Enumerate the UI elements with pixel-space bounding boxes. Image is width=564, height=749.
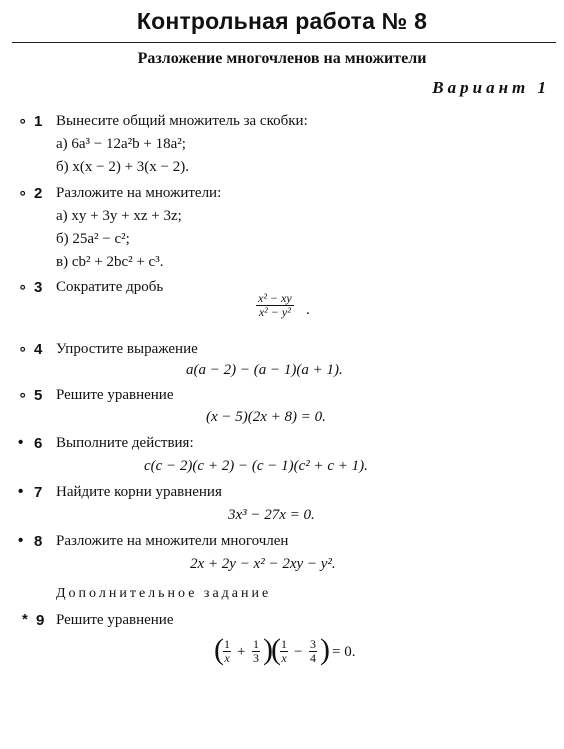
fraction-1: 1 x: [224, 637, 230, 665]
fraction-3: 1 x: [281, 637, 287, 665]
page-subtitle: Разложение многочленов на множители: [137, 50, 427, 67]
task-1-text: Вынесите общий множитель за скобки:: [56, 113, 308, 129]
task-4-marker: ∘: [18, 341, 28, 358]
task-8-expression: 2x + 2y − x² − 2xy − y².: [190, 556, 336, 572]
task-9-number: 9: [36, 612, 45, 629]
task-4-text: Упростите выражение: [56, 341, 198, 357]
task-5-expression: (x − 5)(2x + 8) = 0.: [206, 409, 326, 425]
task-6-marker: •: [18, 434, 24, 451]
task-6-expression: c(c − 2)(c + 2) − (c − 1)(c² + c + 1).: [144, 458, 368, 474]
task-3-number: 3: [34, 279, 43, 296]
plus-sign: +: [237, 644, 246, 660]
task-7-number: 7: [34, 484, 43, 501]
task-2-text: Разложите на множители:: [56, 185, 222, 201]
task-1-marker: ∘: [18, 113, 28, 130]
right-paren-1: ): [263, 633, 273, 666]
task-7-marker: •: [18, 483, 24, 500]
equals-zero: = 0.: [332, 644, 356, 660]
task-5-text: Решите уравнение: [56, 387, 174, 403]
task-9-marker: *: [22, 611, 28, 628]
task-7-expression: 3x³ − 27x = 0.: [228, 507, 315, 523]
task-3-fraction: [256, 292, 294, 319]
task-8-text: Разложите на множители многочлен: [56, 533, 289, 549]
task-2-item-a: а) xy + 3y + xz + 3z;: [56, 208, 182, 224]
task-6-text: Выполните действия:: [56, 435, 194, 451]
fraction-tail: .: [306, 302, 310, 318]
extra-task-heading: Дополнительное задание: [56, 586, 272, 601]
task-1-item-b: б) x(x − 2) + 3(x − 2).: [56, 159, 189, 175]
fraction-4: 3 4: [310, 637, 316, 665]
page-title: Контрольная работа № 8: [136, 8, 428, 34]
right-paren-2: ): [320, 633, 330, 666]
task-9-text: Решите уравнение: [56, 612, 174, 628]
task-2-item-c: в) cb² + 2bc² + c³.: [56, 254, 164, 270]
fraction-numerator: x² − xy: [258, 291, 292, 305]
variant-label: Вариант 1: [432, 78, 550, 97]
task-2-marker: ∘: [18, 185, 28, 202]
task-3-text: Сократите дробь: [56, 279, 164, 295]
task-8-number: 8: [34, 533, 43, 550]
fraction-denominator: x² − y²: [258, 305, 291, 319]
task-7-text: Найдите корни уравнения: [56, 484, 222, 500]
left-paren-2: (: [271, 633, 281, 666]
task-1-item-a: а) 6a³ − 12a²b + 18a²;: [56, 136, 186, 152]
task-5-marker: ∘: [18, 387, 28, 404]
task-8-marker: •: [18, 532, 24, 549]
task-2-item-b: б) 25a² − c²;: [56, 231, 130, 247]
task-4-number: 4: [34, 341, 43, 358]
left-paren-1: (: [214, 633, 224, 666]
task-4-expression: a(a − 2) − (a − 1)(a + 1).: [186, 362, 343, 378]
task-3-marker: ∘: [18, 279, 28, 296]
fraction-2: 1 3: [253, 637, 259, 665]
task-1-number: 1: [34, 113, 43, 130]
task-6-number: 6: [34, 435, 43, 452]
minus-sign: −: [294, 644, 303, 660]
task-5-number: 5: [34, 387, 43, 404]
task-2-number: 2: [34, 185, 43, 202]
title-rule: [12, 42, 556, 43]
